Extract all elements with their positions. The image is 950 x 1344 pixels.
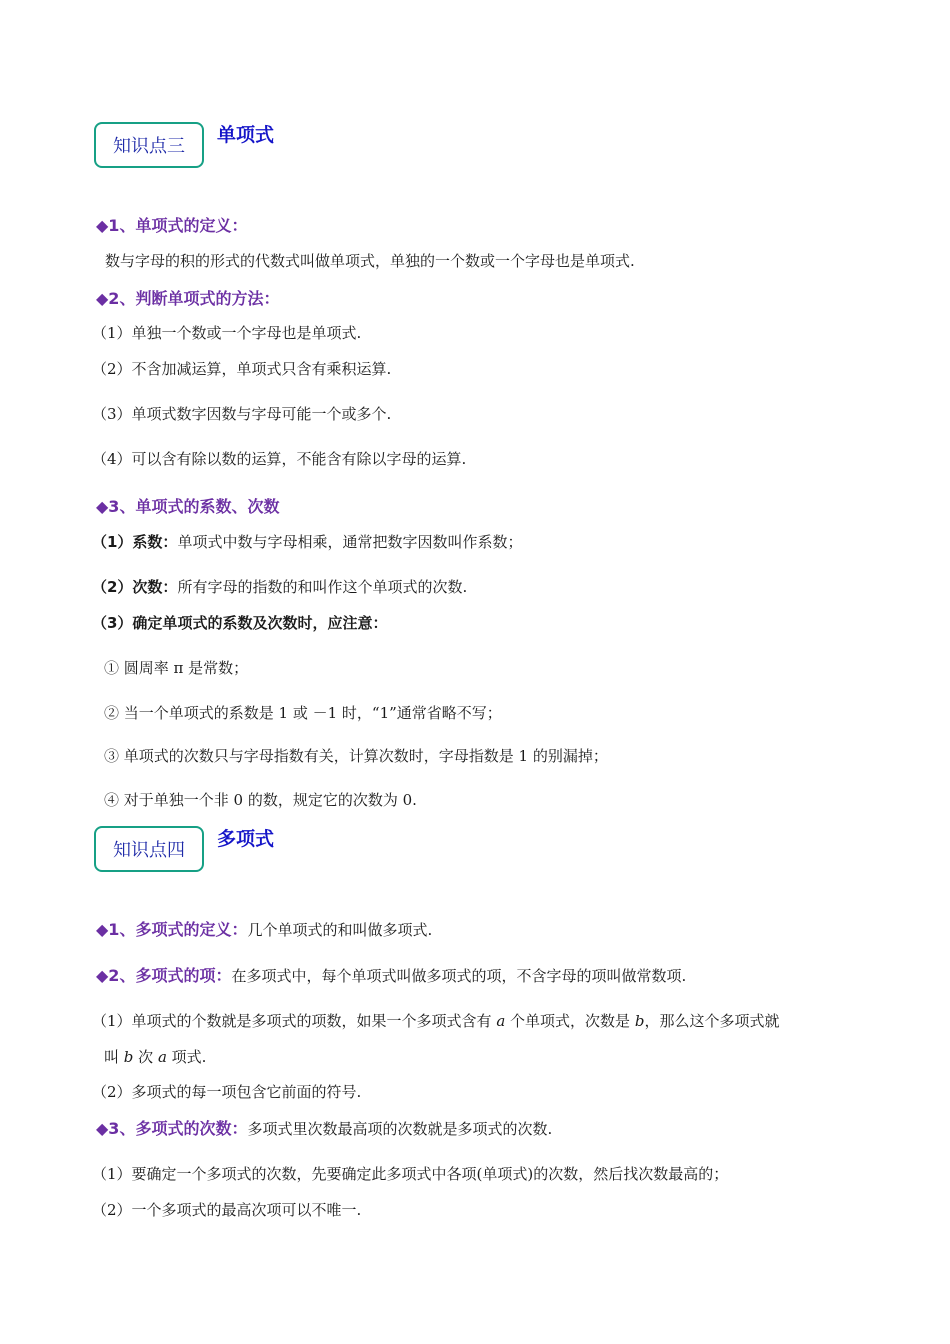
method-item: （1）单独一个数或一个字母也是单项式. bbox=[92, 324, 362, 342]
heading-definition: ◆1、单项式的定义： bbox=[96, 216, 248, 235]
variable-a: a bbox=[496, 1012, 506, 1030]
term-count-line bbox=[92, 1010, 779, 1031]
badge-label: 知识点三 bbox=[113, 136, 185, 157]
notice-heading: （3）确定单项式的系数及次数时，应注意： bbox=[92, 614, 388, 632]
heading-coefficient-degree: ◆3、单项式的系数、次数 bbox=[96, 497, 280, 516]
heading-poly-degree: ◆3、多项式的次数： bbox=[96, 1119, 248, 1138]
text-span: 次 bbox=[133, 1048, 158, 1066]
method-item: （4）可以含有除以数的运算，不能含有除以字母的运算. bbox=[92, 450, 467, 468]
text-span: ，那么这个多项式就 bbox=[644, 1012, 780, 1030]
polynomial-definition-line bbox=[96, 917, 432, 940]
heading-poly-term: ◆2、多项式的项： bbox=[96, 966, 232, 985]
definition-text: 数与字母的积的形式的代数式叫做单项式，单独的一个数或一个字母也是单项式. bbox=[105, 252, 635, 270]
method-item: （3）单项式数字因数与字母可能一个或多个. bbox=[92, 405, 392, 423]
heading-poly-definition: ◆1、多项式的定义： bbox=[96, 920, 248, 939]
degree-rule: （2）一个多项式的最高次项可以不唯一. bbox=[92, 1201, 362, 1219]
polynomial-degree-line bbox=[96, 1116, 552, 1139]
note-item: ③ 单项式的次数只与字母指数有关，计算次数时，字母指数是 1 的别漏掉； bbox=[104, 747, 608, 765]
section-badge-3 bbox=[94, 122, 204, 168]
badge-label: 知识点四 bbox=[113, 840, 185, 861]
text-span: 项式. bbox=[166, 1048, 207, 1066]
method-item: （2）不含加减运算，单项式只含有乘积运算. bbox=[92, 360, 392, 378]
coefficient-text: 单项式中数与字母相乘，通常把数字因数叫作系数； bbox=[177, 533, 523, 551]
degree-line bbox=[92, 576, 467, 597]
text-span: 个单项式，次数是 bbox=[505, 1012, 635, 1030]
degree-text: 所有字母的指数的和叫作这个单项式的次数. bbox=[177, 578, 468, 596]
note-item: ② 当一个单项式的系数是 1 或 －1 时，“1”通常省略不写； bbox=[104, 704, 502, 722]
note-item: ① 圆周率 π 是常数； bbox=[104, 659, 249, 677]
section-badge-4 bbox=[94, 826, 204, 872]
coefficient-label: （1）系数： bbox=[92, 533, 178, 551]
poly-definition-text: 几个单项式的和叫做多项式. bbox=[247, 921, 433, 939]
coefficient-line bbox=[92, 531, 522, 552]
section-title-3: 单项式 bbox=[217, 124, 275, 146]
term-count-line-cont bbox=[104, 1046, 206, 1067]
sign-rule: （2）多项式的每一项包含它前面的符号. bbox=[92, 1083, 362, 1101]
section-title-4: 多项式 bbox=[217, 828, 275, 850]
heading-method: ◆2、判断单项式的方法： bbox=[96, 289, 280, 308]
text-span: （1）单项式的个数就是多项式的项数，如果一个多项式含有 bbox=[92, 1012, 497, 1030]
text-span: 叫 bbox=[104, 1048, 124, 1066]
poly-degree-text: 多项式里次数最高项的次数就是多项式的次数. bbox=[247, 1120, 553, 1138]
variable-b: b bbox=[123, 1048, 134, 1066]
note-item: ④ 对于单独一个非 0 的数，规定它的次数为 0. bbox=[104, 791, 417, 809]
polynomial-term-line bbox=[96, 963, 686, 986]
degree-label: （2）次数： bbox=[92, 578, 178, 596]
variable-b: b bbox=[634, 1012, 645, 1030]
poly-term-text: 在多项式中，每个单项式叫做多项式的项，不含字母的项叫做常数项. bbox=[231, 967, 687, 985]
degree-rule: （1）要确定一个多项式的次数，先要确定此多项式中各项(单项式)的次数，然后找次数最高的； bbox=[92, 1165, 729, 1183]
variable-a: a bbox=[157, 1048, 167, 1066]
